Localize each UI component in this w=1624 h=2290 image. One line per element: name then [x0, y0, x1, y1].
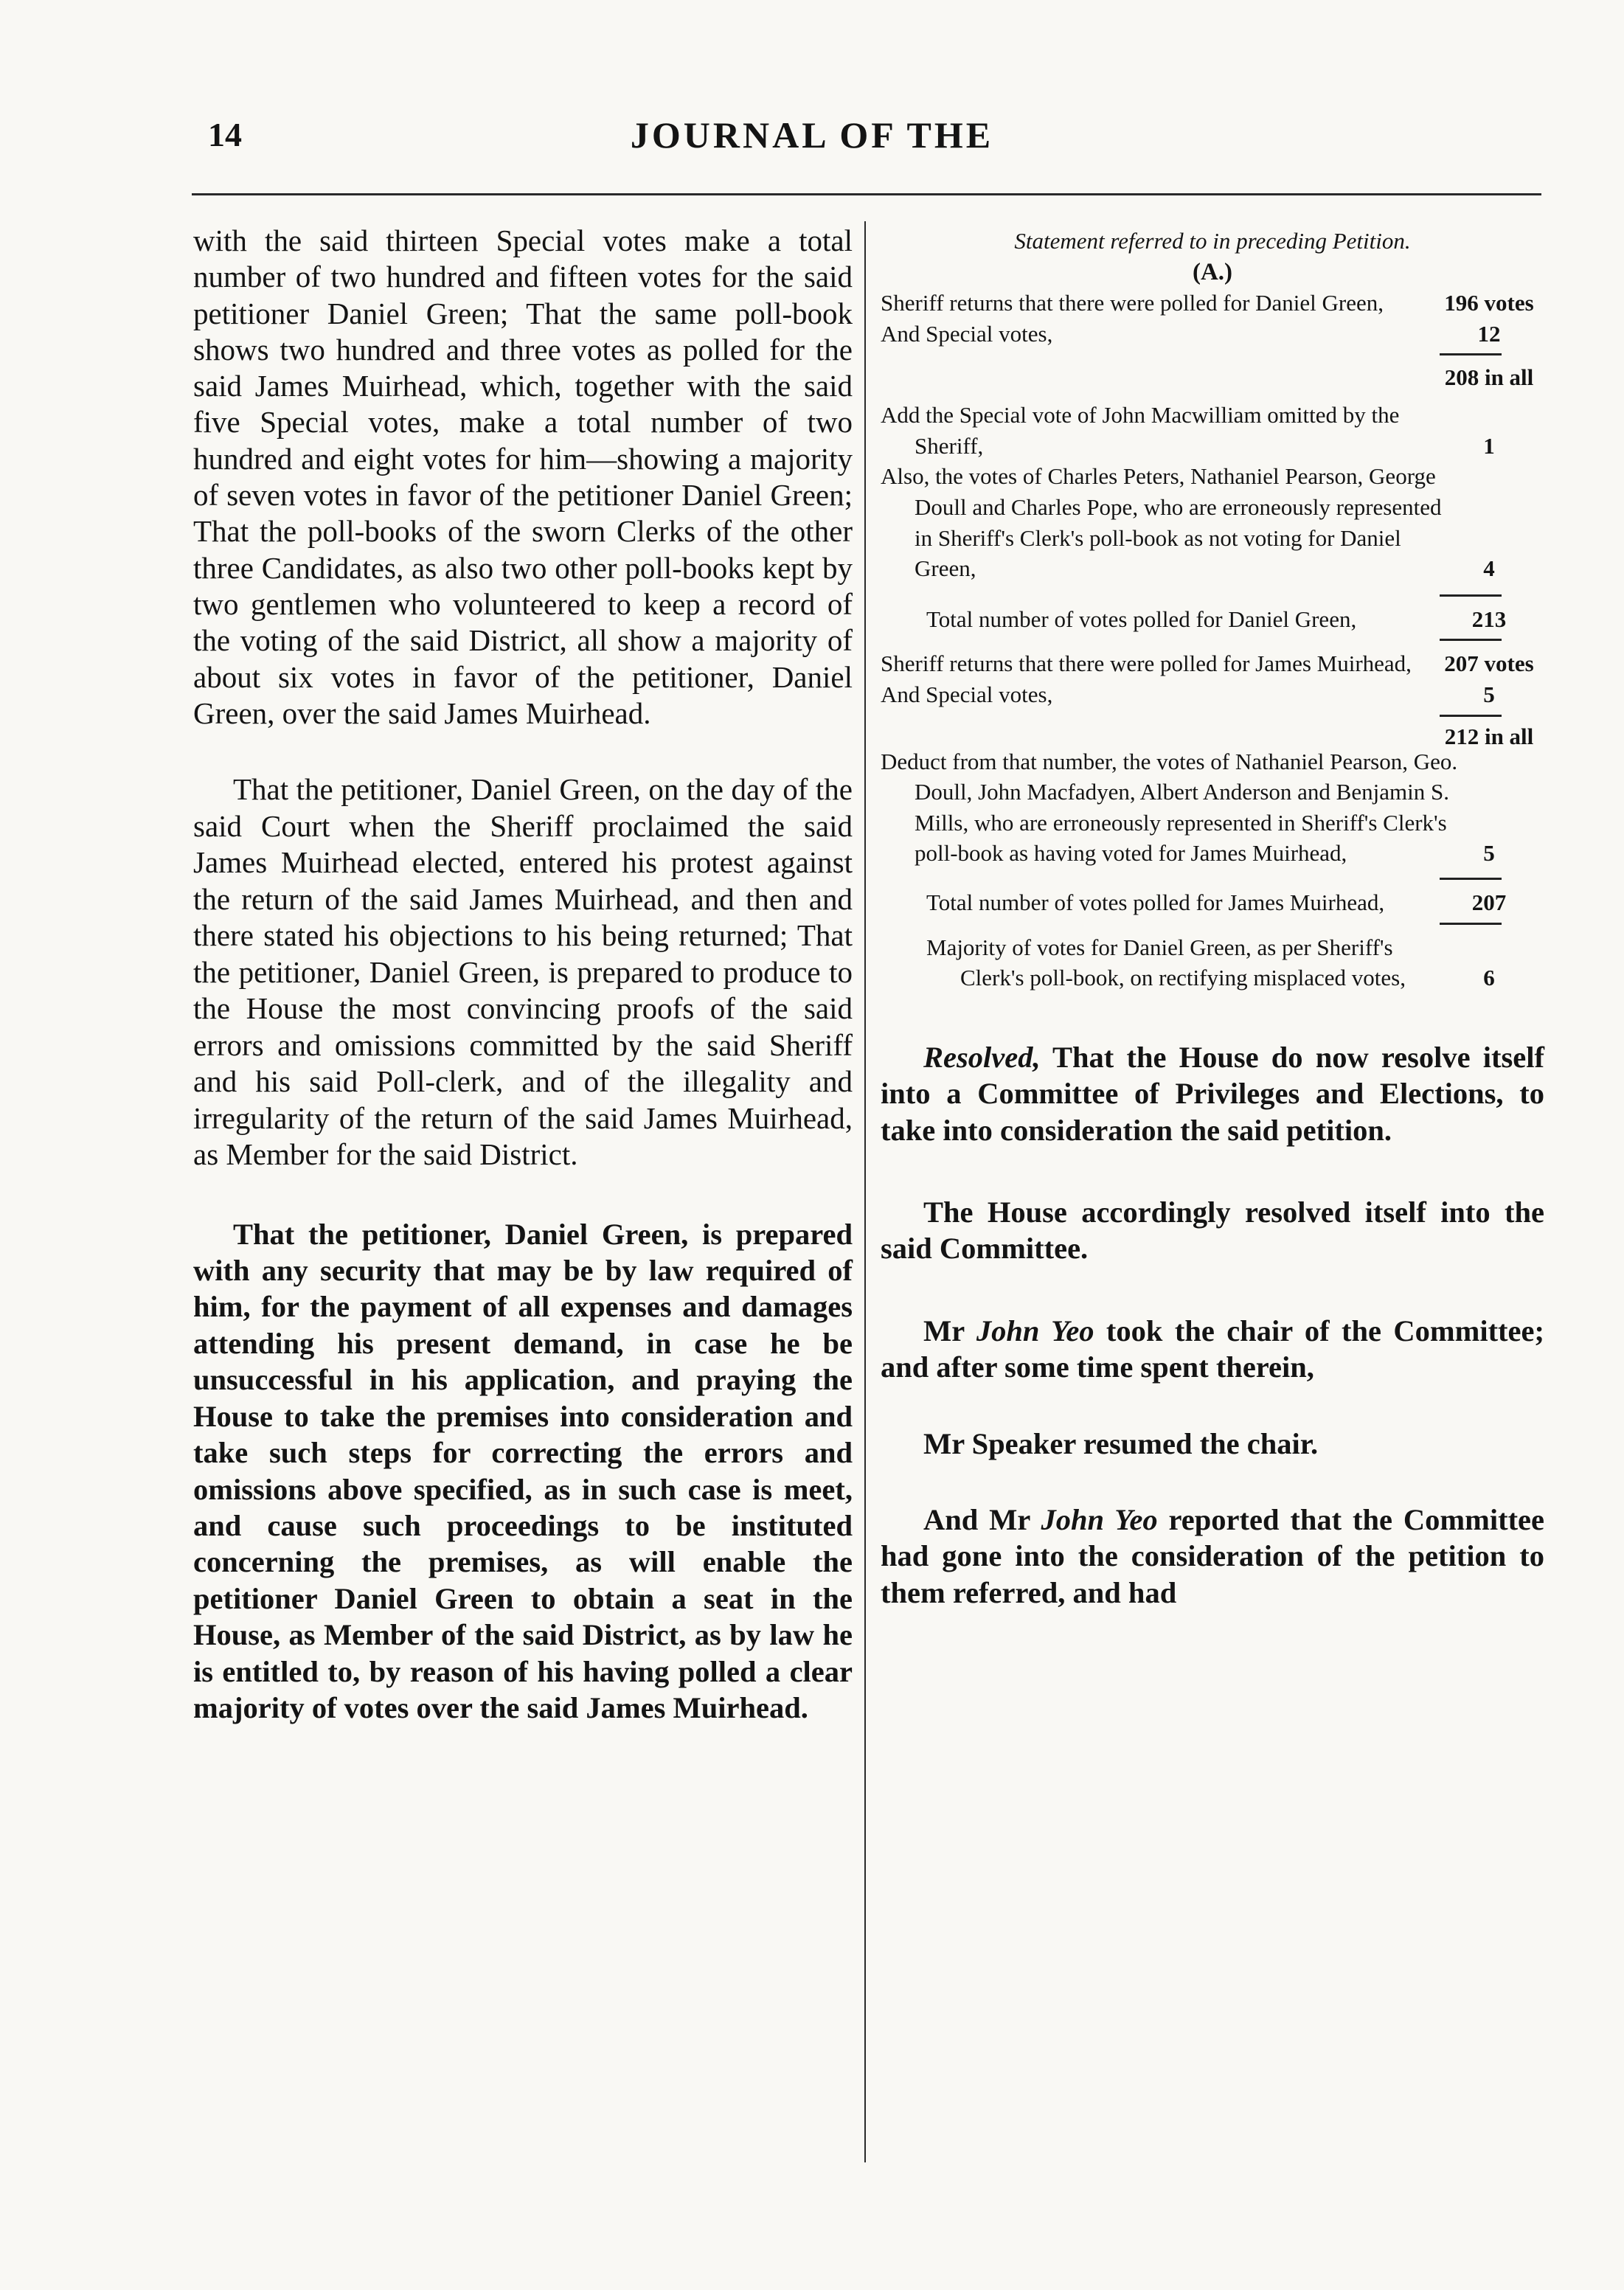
- statement-title: Statement referred to in preceding Petition.: [1014, 228, 1411, 254]
- statement-row-desc: Add the Special vote of John Macwilliam omitted by the Sheriff,: [881, 402, 1400, 459]
- statement-row-value: 5: [1483, 840, 1495, 867]
- speaker-paragraph: Mr Speaker resumed the chair.: [923, 1426, 1319, 1460]
- left-column: [193, 223, 853, 1726]
- petition-paragraph-3: That the petitioner, Daniel Green, is prepared with any security that may be by law required of him, for the payment of all expenses and damages attending his present demand, in case he be unsuccessful in his application, and praying the House to take the premises into consideration and take such steps for correcting the errors and omissions above specified, as in such case is meet, and cause such proceedings to be instituted concerning the premises, as will enable the petitioner Daniel Green to obtain a seat in the House, as Member of the said District, as by law he is entitled to, by reason of his having polled a clear majority of votes over the said James Muirhead.: [193, 1217, 853, 1724]
- statement-row-value: 4: [1483, 555, 1495, 582]
- running-head: JOURNAL OF THE: [630, 114, 994, 156]
- resolved-word: Resolved,: [923, 1040, 1041, 1074]
- statement-row-value: 196 votes: [1444, 290, 1534, 316]
- statement-row-desc: Also, the votes of Charles Peters, Nathaniel Pearson, George Doull and Charles Pope, who are erroneously represented in Sheriff's Clerk's poll-book as not voting for Daniel Green,: [881, 463, 1442, 582]
- statement-row: [881, 717, 1544, 749]
- statement-row-desc: And Special votes,: [881, 681, 1053, 707]
- statement-row-value: 213: [1471, 606, 1507, 632]
- statement-row: [881, 746, 1544, 869]
- statement-row: [881, 400, 1544, 461]
- statement-row-desc: Deduct from that number, the votes of Nathaniel Pearson, Geo. Doull, John Macfadyen, Albert Anderson and Benjamin S. Mills, who are erroneously represented in Sheriff's Clerk's poll-book as having voted for James Muirhead,: [881, 748, 1458, 867]
- statement-row-desc: Majority of votes for Daniel Green, as per Sheriff's Clerk's poll-book, on rectifying misplaced votes,: [926, 934, 1406, 991]
- statement-table: [881, 226, 1544, 993]
- statement-label: (A.): [1192, 259, 1233, 285]
- statement-row: [881, 887, 1544, 918]
- statement-row: [881, 355, 1544, 392]
- statement-row-value: 208 in all: [1444, 364, 1534, 390]
- statement-row-desc: Total number of votes polled for James Muirhead,: [926, 889, 1385, 915]
- statement-row-value: 6: [1483, 965, 1495, 991]
- statement-row-value: 207: [1471, 889, 1507, 915]
- resolution-paragraph: [881, 1039, 1544, 1148]
- statement-row: [881, 648, 1544, 679]
- report-text: reported that the Committee had gone into the consideration of the petition to them referred, and had: [881, 1502, 1545, 1609]
- column-divider: [864, 221, 866, 2162]
- statement-row: [881, 604, 1544, 635]
- committee-paragraph: The House accordingly resolved itself into the said Committee.: [881, 1195, 1544, 1266]
- petition-paragraph-2: That the petitioner, Daniel Green, on the day of the said Court when the Sheriff proclaimed the said James Muirhead elected, entered his protest against the return of the said James Muirhead, and then and there stated his objections to his being returned; That the petitioner, Daniel Green, is prepared to produce to the House the most convincing proofs of the said errors and omissions committed by the said Sheriff and his said Poll-clerk, and of the illegality and irregularity of the return of the said James Muirhead, as Member for the said District.: [193, 772, 853, 1172]
- page-number: 14: [208, 116, 242, 153]
- statement-row-value: 5: [1483, 681, 1495, 707]
- report-pre: And Mr: [923, 1502, 1041, 1536]
- chair-paragraph: [881, 1313, 1544, 1386]
- chair-mr: Mr: [923, 1314, 976, 1347]
- report-paragraph: [881, 1502, 1544, 1611]
- petition-paragraph-1: with the said thirteen Special votes make a total number of two hundred and fifteen votes for the said petitioner Daniel Green; That the same poll-book shows two hundred and three votes as polled for the said James Muirhead, which, together with the said five Special votes, make a total number of two hundred and eight votes for him—showing a majority of seven votes in favor of the petitioner Daniel Green; That the poll-books of the sworn Clerks of the other three Candidates, as also two other poll-books kept by two gentlemen who volunteered to keep a record of the voting of the said District, all show a majority of about six votes in favor of the petitioner, Daniel Green, over the said James Muirhead.: [193, 223, 853, 730]
- statement-row-desc: And Special votes,: [881, 320, 1053, 347]
- chair-name: John Yeo: [976, 1314, 1094, 1347]
- right-column: [881, 226, 1544, 1611]
- header-rule: [192, 193, 1541, 195]
- statement-row: [881, 288, 1544, 319]
- resolution-text: That the House do now resolve itself into a Committee of Privileges and Elections, to take into consideration the said petition.: [881, 1040, 1544, 1147]
- statement-row-desc: Total number of votes polled for Daniel Green,: [926, 606, 1357, 632]
- statement-row: [881, 461, 1544, 583]
- statement-row-desc: Sheriff returns that there were polled for James Muirhead,: [881, 650, 1412, 677]
- statement-row-desc: Sheriff returns that there were polled for Daniel Green,: [881, 290, 1384, 316]
- statement-row: [881, 679, 1544, 710]
- statement-row-value: 12: [1477, 320, 1501, 347]
- statement-row: [881, 319, 1544, 350]
- statement-row-value: 212 in all: [1444, 723, 1534, 749]
- statement-row-value: 1: [1483, 432, 1495, 459]
- report-name: John Yeo: [1041, 1502, 1158, 1536]
- statement-row: [881, 932, 1544, 993]
- statement-row-value: 207 votes: [1444, 650, 1534, 677]
- chair-text: took the chair of the Committee; and after some time spent therein,: [881, 1314, 1544, 1384]
